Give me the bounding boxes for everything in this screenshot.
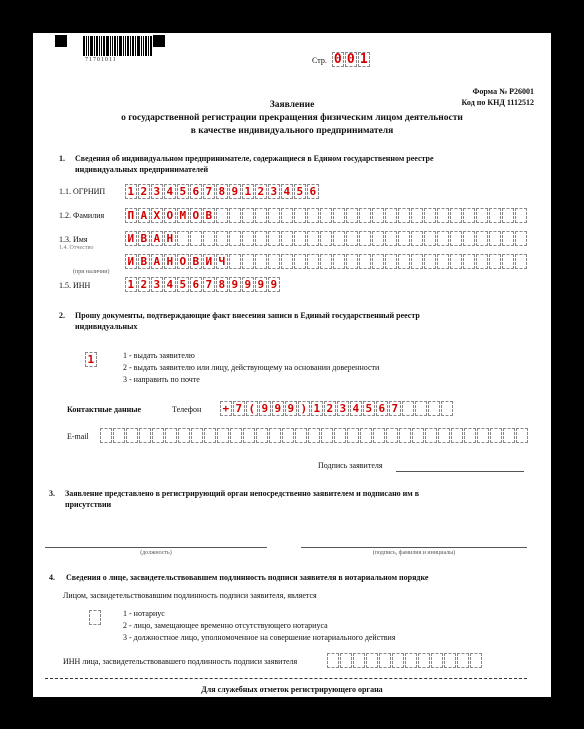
- field-cell[interactable]: [450, 231, 462, 246]
- field-cell[interactable]: ): [298, 401, 310, 416]
- field-cell[interactable]: [431, 653, 443, 668]
- field-cell[interactable]: [203, 231, 215, 246]
- field-cell[interactable]: 1: [359, 52, 368, 67]
- field-cell[interactable]: [502, 231, 514, 246]
- field-cell[interactable]: [515, 208, 527, 223]
- field-cell[interactable]: +: [220, 401, 232, 416]
- field-cell[interactable]: 1: [85, 352, 97, 367]
- field-cell[interactable]: [255, 208, 267, 223]
- field-cell[interactable]: [372, 231, 384, 246]
- field-cell[interactable]: [152, 428, 164, 443]
- form-name: Форма № Р26001: [472, 87, 534, 96]
- section2-heading-line2: индивидуальных: [75, 322, 138, 331]
- field-cell[interactable]: А: [138, 208, 150, 223]
- field-cell[interactable]: 1: [242, 184, 254, 199]
- barcode-bar: [148, 36, 149, 56]
- barcode-bar: [132, 36, 134, 56]
- applicant-signature-label: Подпись заявителя: [318, 461, 383, 470]
- name-field[interactable]: [125, 231, 528, 246]
- field-cell[interactable]: [450, 254, 462, 269]
- field-cell[interactable]: [411, 208, 423, 223]
- field-cell[interactable]: [464, 428, 476, 443]
- field-cell[interactable]: [457, 653, 469, 668]
- barcode-bar: [125, 36, 126, 56]
- field-cell[interactable]: [126, 428, 138, 443]
- field-cell[interactable]: [385, 254, 397, 269]
- page-number-cells: [332, 52, 371, 67]
- barcode-bar: [96, 36, 98, 56]
- field-cell[interactable]: [405, 653, 417, 668]
- position-line[interactable]: [45, 547, 267, 548]
- field-cell[interactable]: [268, 231, 280, 246]
- section3-number: 3.: [49, 489, 55, 498]
- field-cell[interactable]: [165, 428, 177, 443]
- field-cell[interactable]: О: [177, 254, 189, 269]
- field-cell[interactable]: [470, 653, 482, 668]
- field-cell[interactable]: [320, 254, 332, 269]
- section3-text-line1: Заявление представлено в регистрирующий орган непосредственно заявителем и подписано им в: [65, 489, 420, 498]
- field-cell[interactable]: [418, 653, 430, 668]
- field-cell[interactable]: [379, 653, 391, 668]
- field-cell[interactable]: [346, 208, 358, 223]
- notary-inn-label: ИНН лица, засвидетельствовавшего подлинность подписи заявителя: [63, 657, 298, 666]
- field-cell[interactable]: [463, 208, 475, 223]
- barcode-bar: [143, 36, 144, 56]
- field-cell[interactable]: [178, 428, 190, 443]
- field-cell[interactable]: 9: [229, 277, 241, 292]
- field-cell[interactable]: [321, 428, 333, 443]
- email-field[interactable]: [100, 428, 529, 443]
- email-label: E-mail: [67, 432, 89, 441]
- field-cell[interactable]: [282, 428, 294, 443]
- section2-number: 2.: [59, 311, 65, 320]
- field-cell[interactable]: Н: [164, 254, 176, 269]
- field-cell[interactable]: Х: [151, 208, 163, 223]
- field-cell[interactable]: [295, 428, 307, 443]
- phone-label: Телефон: [172, 405, 202, 414]
- field-cell[interactable]: [385, 231, 397, 246]
- field-cell[interactable]: [451, 428, 463, 443]
- field-cell[interactable]: [340, 653, 352, 668]
- field-cell[interactable]: [415, 401, 427, 416]
- field-cell[interactable]: [333, 231, 345, 246]
- barcode-number: 71701011: [85, 57, 117, 63]
- field-cell[interactable]: [373, 428, 385, 443]
- field-cell[interactable]: [255, 231, 267, 246]
- field-cell[interactable]: [424, 254, 436, 269]
- corner-marker-right: [153, 35, 165, 47]
- field-cell[interactable]: [216, 208, 228, 223]
- field-cell[interactable]: [229, 208, 241, 223]
- notary-type-field[interactable]: [89, 610, 102, 625]
- field-cell[interactable]: [281, 231, 293, 246]
- field-cell[interactable]: [216, 231, 228, 246]
- delivery-choice-field[interactable]: [85, 352, 98, 367]
- field-cell[interactable]: [281, 254, 293, 269]
- barcode-bar: [145, 36, 147, 56]
- field-cell[interactable]: [463, 254, 475, 269]
- barcode-bar: [112, 36, 113, 56]
- patronymic-label: 1.4. Отчество: [59, 245, 94, 251]
- footer-text: Для служебных отметок регистрирующего органа: [201, 685, 383, 694]
- barcode-bar: [94, 36, 95, 56]
- barcode-bar: [99, 36, 100, 56]
- field-cell[interactable]: 8: [216, 184, 228, 199]
- applicant-signature-line[interactable]: [396, 471, 524, 472]
- field-cell[interactable]: [516, 428, 528, 443]
- field-cell[interactable]: [320, 208, 332, 223]
- field-cell[interactable]: О: [190, 208, 202, 223]
- field-cell[interactable]: В: [138, 254, 150, 269]
- field-cell[interactable]: [353, 653, 365, 668]
- field-cell[interactable]: [177, 231, 189, 246]
- name-label: 1.3. Имя: [59, 235, 88, 244]
- field-cell[interactable]: 4: [164, 277, 176, 292]
- contacts-label: Контактные данные: [67, 405, 142, 414]
- form-page: [33, 33, 551, 697]
- field-cell[interactable]: 9: [285, 401, 297, 416]
- notary-inn-field[interactable]: [327, 653, 483, 668]
- barcode-bar: [101, 36, 102, 56]
- field-cell[interactable]: [366, 653, 378, 668]
- inn-field[interactable]: [125, 277, 281, 292]
- field-cell[interactable]: [450, 208, 462, 223]
- barcode-bar: [117, 36, 118, 56]
- field-cell[interactable]: В: [203, 208, 215, 223]
- field-cell[interactable]: [502, 254, 514, 269]
- field-cell[interactable]: [191, 428, 203, 443]
- field-cell[interactable]: [327, 653, 339, 668]
- barcode-bar: [150, 36, 152, 56]
- title-line1: Заявление: [269, 100, 315, 110]
- field-cell[interactable]: [477, 428, 489, 443]
- barcode-bar: [130, 36, 131, 56]
- field-cell[interactable]: [229, 231, 241, 246]
- field-cell[interactable]: 9: [242, 277, 254, 292]
- field-cell[interactable]: [398, 254, 410, 269]
- field-cell[interactable]: 4: [350, 401, 362, 416]
- field-cell[interactable]: 6: [190, 277, 202, 292]
- witness-signature-caption: (подпись, фамилия и инициалы): [372, 550, 456, 556]
- field-cell[interactable]: 1: [125, 184, 137, 199]
- field-cell[interactable]: [437, 254, 449, 269]
- field-cell[interactable]: 3: [337, 401, 349, 416]
- field-cell[interactable]: [268, 254, 280, 269]
- field-cell[interactable]: [398, 231, 410, 246]
- field-cell[interactable]: [444, 653, 456, 668]
- cut-line: [45, 678, 527, 679]
- field-cell[interactable]: 7: [203, 277, 215, 292]
- form-code: Код по КНД 1112512: [461, 98, 534, 107]
- field-cell[interactable]: [243, 428, 255, 443]
- field-cell[interactable]: [139, 428, 151, 443]
- section4-heading: Сведения о лице, засвидетельствовавшем подлинность подписи заявителя в нотариальном порядке: [66, 573, 429, 582]
- barcode-bar: [141, 36, 142, 56]
- barcode-bar: [86, 36, 87, 56]
- notary-option-3: 3 - должностное лицо, уполномоченное на совершение нотариального действия: [123, 633, 396, 642]
- delivery-option-3: 3 - направить по почте: [123, 375, 200, 384]
- field-cell[interactable]: Ч: [216, 254, 228, 269]
- field-cell[interactable]: П: [125, 208, 137, 223]
- witness-signature-line[interactable]: [301, 547, 527, 548]
- field-cell[interactable]: 6: [307, 184, 319, 199]
- field-cell[interactable]: [360, 428, 372, 443]
- field-cell[interactable]: 2: [138, 277, 150, 292]
- field-cell[interactable]: 2: [255, 184, 267, 199]
- patronymic-note: (при наличии): [73, 269, 110, 275]
- section1-heading-line1: Сведения об индивидуальном предпринимателе, содержащиеся в Едином государственном реестре: [75, 154, 434, 163]
- field-cell[interactable]: [392, 653, 404, 668]
- field-cell[interactable]: А: [151, 254, 163, 269]
- field-cell[interactable]: [242, 254, 254, 269]
- field-cell[interactable]: [100, 428, 112, 443]
- field-cell[interactable]: [411, 254, 423, 269]
- field-cell[interactable]: [307, 208, 319, 223]
- barcode-bar: [137, 36, 140, 56]
- field-cell[interactable]: А: [151, 231, 163, 246]
- corner-marker-left: [55, 35, 67, 47]
- field-cell[interactable]: 7: [233, 401, 245, 416]
- field-cell[interactable]: [307, 231, 319, 246]
- field-cell[interactable]: [428, 401, 440, 416]
- ogrnip-field[interactable]: [125, 184, 320, 199]
- field-cell[interactable]: [476, 208, 488, 223]
- title-line3: в качестве индивидуального предпринимателя: [190, 126, 394, 136]
- field-cell[interactable]: [242, 208, 254, 223]
- section3-text-line2: присутствии: [65, 500, 112, 509]
- surname-field[interactable]: [125, 208, 528, 223]
- field-cell[interactable]: 2: [138, 184, 150, 199]
- barcode-bar: [106, 36, 109, 56]
- field-cell[interactable]: [441, 401, 453, 416]
- field-cell[interactable]: [230, 428, 242, 443]
- section1-number: 1.: [59, 154, 65, 163]
- field-cell[interactable]: 6: [190, 184, 202, 199]
- field-cell[interactable]: [359, 208, 371, 223]
- field-cell[interactable]: (: [246, 401, 258, 416]
- field-cell[interactable]: [294, 231, 306, 246]
- field-cell[interactable]: 3: [268, 184, 280, 199]
- field-cell[interactable]: 4: [164, 184, 176, 199]
- field-cell[interactable]: Н: [164, 231, 176, 246]
- section4-subheading: Лицом, засвидетельствовавшим подлинность подписи заявителя, является: [63, 591, 317, 600]
- field-cell[interactable]: [424, 231, 436, 246]
- field-cell[interactable]: [346, 254, 358, 269]
- delivery-option-2: 2 - выдать заявителю или лицу, действующему на основании доверенности: [123, 363, 380, 372]
- barcode-bar: [83, 36, 85, 56]
- barcode-bar: [88, 36, 89, 56]
- field-cell[interactable]: [308, 428, 320, 443]
- field-cell[interactable]: [502, 208, 514, 223]
- field-cell[interactable]: 5: [363, 401, 375, 416]
- ogrnip-label: 1.1. ОГРНИП: [59, 187, 106, 196]
- field-cell[interactable]: [89, 610, 101, 625]
- field-cell[interactable]: [268, 208, 280, 223]
- section4-number: 4.: [49, 573, 55, 582]
- field-cell[interactable]: 4: [281, 184, 293, 199]
- field-cell[interactable]: [333, 208, 345, 223]
- field-cell[interactable]: 7: [389, 401, 401, 416]
- barcode-bar: [110, 36, 111, 56]
- barcode-bar: [90, 36, 93, 56]
- field-cell[interactable]: [515, 231, 527, 246]
- field-cell[interactable]: [402, 401, 414, 416]
- barcode: [83, 36, 153, 56]
- barcode-bar: [135, 36, 136, 56]
- field-cell[interactable]: 2: [324, 401, 336, 416]
- field-cell[interactable]: [294, 254, 306, 269]
- field-cell[interactable]: [437, 231, 449, 246]
- field-cell[interactable]: [294, 208, 306, 223]
- field-cell[interactable]: [412, 428, 424, 443]
- field-cell[interactable]: [398, 208, 410, 223]
- field-cell[interactable]: [255, 254, 267, 269]
- patronymic-field[interactable]: [125, 254, 528, 269]
- field-cell[interactable]: 9: [229, 184, 241, 199]
- field-cell[interactable]: [476, 254, 488, 269]
- barcode-bar: [127, 36, 129, 56]
- field-cell[interactable]: [437, 208, 449, 223]
- field-cell[interactable]: 9: [259, 401, 271, 416]
- field-cell[interactable]: [359, 254, 371, 269]
- field-cell[interactable]: [281, 208, 293, 223]
- field-cell[interactable]: [372, 254, 384, 269]
- phone-field[interactable]: [220, 401, 454, 416]
- position-caption: (должность): [140, 550, 172, 556]
- barcode-bar: [114, 36, 116, 56]
- field-cell[interactable]: [217, 428, 229, 443]
- field-cell[interactable]: [424, 208, 436, 223]
- section1-heading-line2: индивидуальных предпринимателей: [75, 165, 209, 174]
- field-cell[interactable]: М: [177, 208, 189, 223]
- barcode-bar: [119, 36, 122, 56]
- field-cell[interactable]: [269, 428, 281, 443]
- field-cell[interactable]: [476, 231, 488, 246]
- field-cell[interactable]: [489, 254, 501, 269]
- field-cell[interactable]: 5: [294, 184, 306, 199]
- field-cell[interactable]: [346, 231, 358, 246]
- inn-label: 1.5. ИНН: [59, 281, 91, 290]
- field-cell[interactable]: 7: [203, 184, 215, 199]
- field-cell[interactable]: И: [203, 254, 215, 269]
- field-cell[interactable]: [334, 428, 346, 443]
- field-cell[interactable]: [333, 254, 345, 269]
- field-cell[interactable]: [503, 428, 515, 443]
- field-cell[interactable]: В: [190, 254, 202, 269]
- field-cell[interactable]: 1: [311, 401, 323, 416]
- barcode-bar: [123, 36, 124, 56]
- field-cell[interactable]: 6: [376, 401, 388, 416]
- section2-heading-line1: Прошу документы, подтверждающие факт внесения записи в Единый государственный реестр: [75, 311, 420, 320]
- field-cell[interactable]: [515, 254, 527, 269]
- field-cell[interactable]: [425, 428, 437, 443]
- field-cell[interactable]: В: [138, 231, 150, 246]
- field-cell[interactable]: [359, 231, 371, 246]
- field-cell[interactable]: 5: [177, 184, 189, 199]
- title-line2: о государственной регистрации прекращения физическим лицом деятельности: [121, 113, 463, 123]
- field-cell[interactable]: [489, 231, 501, 246]
- field-cell[interactable]: 8: [216, 277, 228, 292]
- field-cell[interactable]: [113, 428, 125, 443]
- field-cell[interactable]: [438, 428, 450, 443]
- field-cell[interactable]: [463, 231, 475, 246]
- notary-option-2: 2 - лицо, замещающее временно отсутствующего нотариуса: [123, 621, 328, 630]
- surname-label: 1.2. Фамилия: [59, 211, 105, 220]
- field-cell[interactable]: 9: [272, 401, 284, 416]
- field-cell[interactable]: [489, 208, 501, 223]
- field-cell[interactable]: [190, 231, 202, 246]
- field-cell[interactable]: [307, 254, 319, 269]
- page-label: Стр.: [312, 56, 327, 65]
- delivery-option-1: 1 - выдать заявителю: [123, 351, 195, 360]
- field-cell[interactable]: [490, 428, 502, 443]
- field-cell[interactable]: [411, 231, 423, 246]
- barcode-bar: [103, 36, 105, 56]
- field-cell[interactable]: [256, 428, 268, 443]
- field-cell[interactable]: И: [125, 254, 137, 269]
- field-cell[interactable]: [229, 254, 241, 269]
- field-cell[interactable]: 0: [333, 52, 342, 67]
- field-cell[interactable]: [204, 428, 216, 443]
- field-cell[interactable]: 5: [177, 277, 189, 292]
- field-cell[interactable]: 1: [125, 277, 137, 292]
- field-cell[interactable]: 0: [346, 52, 355, 67]
- field-cell[interactable]: О: [164, 208, 176, 223]
- field-cell[interactable]: [320, 231, 332, 246]
- field-cell[interactable]: 3: [151, 184, 163, 199]
- field-cell[interactable]: [372, 208, 384, 223]
- field-cell[interactable]: [386, 428, 398, 443]
- notary-option-1: 1 - нотариус: [123, 609, 165, 618]
- field-cell[interactable]: И: [125, 231, 137, 246]
- field-cell[interactable]: 9: [255, 277, 267, 292]
- field-cell[interactable]: 3: [151, 277, 163, 292]
- field-cell[interactable]: [242, 231, 254, 246]
- field-cell[interactable]: [347, 428, 359, 443]
- field-cell[interactable]: [385, 208, 397, 223]
- field-cell[interactable]: [399, 428, 411, 443]
- field-cell[interactable]: 9: [268, 277, 280, 292]
